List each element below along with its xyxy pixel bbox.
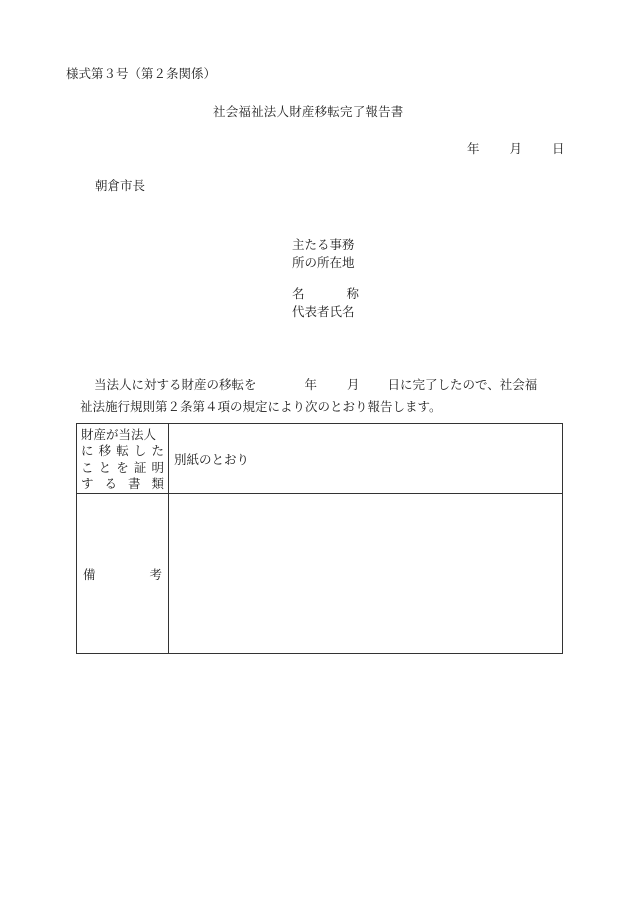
remarks-label-char-1: 備	[83, 566, 96, 582]
proof-label-line-4: す る 書 類	[81, 476, 164, 491]
table-row-remarks	[77, 494, 563, 654]
proof-label-line-1: 財産が当法人	[81, 426, 157, 442]
body-line-1-year: 年	[304, 377, 318, 392]
proof-label-line-2: に 移 転 し た	[81, 443, 164, 458]
form-number: 様式第３号（第２条関係）	[66, 66, 217, 81]
office-address-label-line2: 所の所在地	[292, 255, 355, 270]
document-title: 社会福祉法人財産移転完了報告書	[213, 104, 404, 119]
applicant-block	[292, 236, 359, 321]
table-row-proof-documents	[77, 424, 563, 494]
date-year-label: 年	[467, 141, 480, 156]
proof-documents-label-cell	[77, 424, 169, 494]
addressee: 朝倉市長	[95, 178, 146, 193]
body-line-1	[80, 374, 562, 396]
corporate-name-label	[292, 285, 359, 303]
proof-documents-value-cell[interactable]: 別紙のとおり	[169, 424, 563, 494]
body-line-1-start: 当法人に対する財産の移転を	[94, 377, 257, 392]
proof-label-line-3: こ と を 証 明	[81, 459, 164, 475]
remarks-label-cell	[77, 494, 169, 654]
office-address-label-line1: 主たる事務	[292, 237, 355, 252]
body-line-1-month: 月	[347, 377, 360, 392]
remarks-label-char-2: 考	[149, 566, 162, 582]
representative-name-label: 代表者氏名	[292, 304, 355, 319]
body-line-1-end: 日に完了したので、社会福	[387, 377, 538, 392]
name-label-char-2: 称	[346, 286, 359, 301]
report-body-text	[80, 374, 562, 418]
name-label-char-1: 名	[292, 286, 305, 301]
remarks-value-cell[interactable]	[169, 494, 563, 654]
body-line-2: 祉法施行規則第２条第４項の規定により次のとおり報告します。	[80, 399, 442, 414]
date-month-label: 月	[509, 141, 523, 156]
report-table	[76, 423, 563, 654]
date-day-label: 日	[552, 141, 565, 156]
date-line	[467, 143, 565, 156]
